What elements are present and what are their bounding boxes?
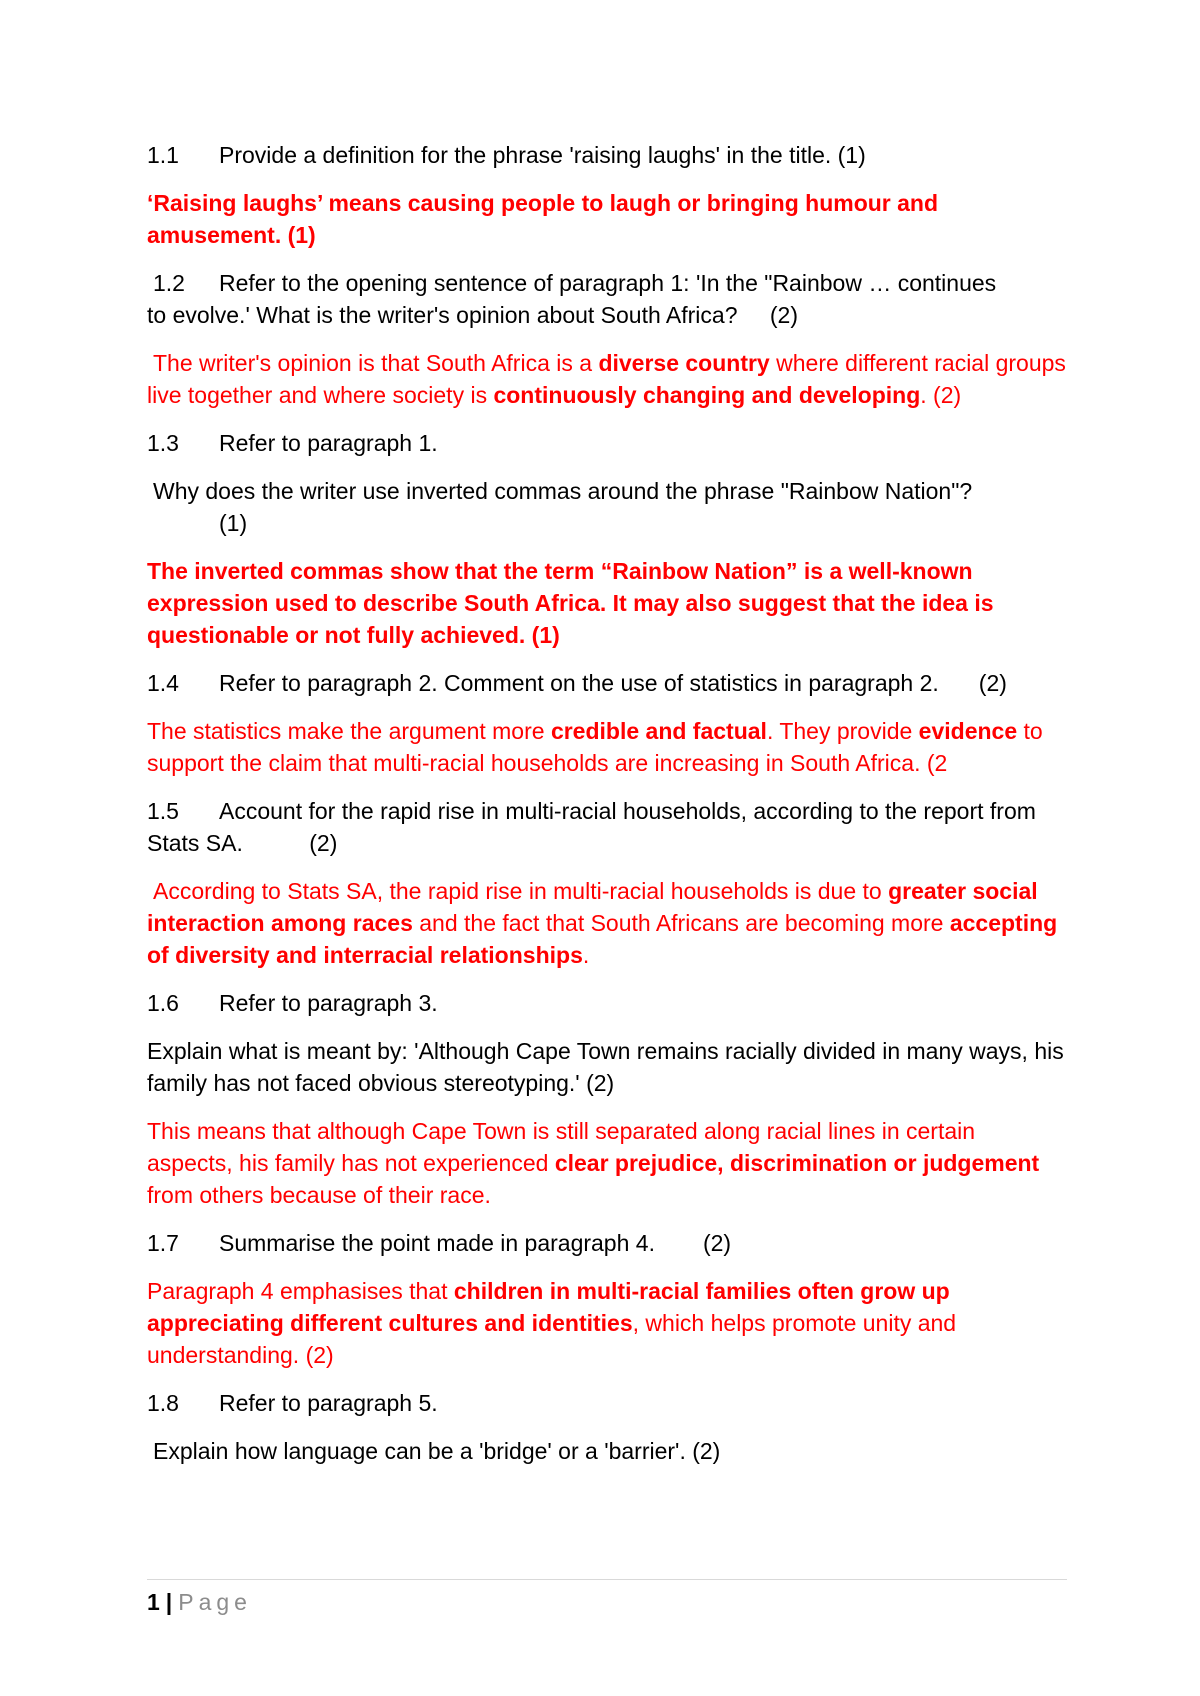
page-label: Page [178,1589,252,1615]
page-number-label [147,1587,252,1617]
answer-emphasis: clear prejudice, discrimination or judgement [554,1150,1040,1176]
answer-text: , which helps promote unity and understanding. (2) [147,1310,957,1368]
answer-1-1: ‘Raising laughs’ means causing people to laugh or bringing humour and amusement. (1) [147,190,939,248]
question-number: 1.4 [147,670,179,696]
page-number: 1 [147,1589,160,1615]
answer-text: and the fact that South Africans are becoming more [412,910,950,936]
question-text: Provide a definition for the phrase 'raising laughs' in the title. (1) [219,142,866,168]
answer-emphasis: accepting of diversity and interracial relationships [147,910,1058,968]
question-1-3-prompt [147,475,1067,539]
answer-emphasis: evidence [918,718,1018,744]
answer-text: According to Stats SA, the rapid rise in multi-racial households is due to [153,878,889,904]
answer-emphasis: children in multi-racial families often grow up appreciating different cultures and identities [147,1278,950,1336]
answer-text: to support the claim that multi-racial households are increasing in South Africa. (2 [147,718,1043,776]
answer-text: from others because of their race. [147,1182,491,1208]
question-subtext: Why does the writer use inverted commas around the phrase "Rainbow Nation"? [153,478,973,504]
question-1-1 [147,139,1067,171]
question-text: Account for the rapid rise in multi-racial households, according to the report from Stats SA. [147,798,1036,856]
answer-1-4 [147,715,1067,779]
answer-text: The statistics make the argument more [147,718,551,744]
question-number: 1.6 [147,990,179,1016]
question-number: 1.5 [147,798,179,824]
question-1-5 [147,795,1067,859]
document-body [147,139,1067,1483]
answer-emphasis: greater social interaction among races [147,878,1038,936]
question-text: Summarise the point made in paragraph 4. [219,1230,655,1256]
answer-emphasis: diverse country [598,350,770,376]
answer-emphasis: credible and factual [550,718,767,744]
question-1-6 [147,987,1067,1019]
answer-text: . They provide [766,718,919,744]
answer-1-5 [147,875,1067,971]
page-footer [147,1579,1067,1623]
question-1-8-prompt: Explain how language can be a 'bridge' or a 'barrier'. (2) [153,1438,721,1464]
question-points: (2) [702,1230,732,1256]
question-number: 1.1 [147,142,179,168]
question-number: 1.8 [147,1390,179,1416]
answer-text: where different racial groups live together and where society is [147,350,1066,408]
question-points: (2) [769,302,799,328]
answer-text: This means that although Cape Town is still separated along racial lines in certain aspects, his family has not experienced [147,1118,976,1176]
question-text: Refer to paragraph 2. Comment on the use of statistics in paragraph 2. [219,670,939,696]
answer-text: The writer's opinion is that South Africa is a [153,350,599,376]
answer-1-2 [147,347,1067,411]
question-text-line2: to evolve.' What is the writer's opinion about South Africa? [147,302,738,328]
answer-text: Paragraph 4 emphasises that [147,1278,454,1304]
question-points: (2) [309,830,338,856]
answer-text: . (2) [920,382,962,408]
question-text-line1: Refer to the opening sentence of paragraph 1: 'In the "Rainbow … continues [219,270,997,296]
answer-text: . [582,942,590,968]
answer-1-7 [147,1275,1067,1371]
question-1-7 [147,1227,1067,1259]
question-1-2 [147,267,1067,331]
question-1-6-prompt: Explain what is meant by: 'Although Cape Town remains racially divided in many ways, his family has not faced obvious stereotyping.' (2) [147,1038,1064,1096]
question-1-8 [147,1387,1067,1419]
footer-divider [147,1579,1067,1580]
question-text: Refer to paragraph 1. [219,430,438,456]
question-number: 1.2 [153,270,185,296]
question-number: 1.7 [147,1230,179,1256]
question-number: 1.3 [147,430,179,456]
answer-emphasis: continuously changing and developing [493,382,921,408]
question-1-4 [147,667,1067,699]
answer-1-6 [147,1115,1067,1211]
question-text: Refer to paragraph 3. [219,990,438,1016]
footer-separator: | [165,1589,173,1615]
question-1-3 [147,427,1067,459]
question-points: (2) [978,670,1007,696]
question-points: (1) [219,510,248,536]
question-text: Refer to paragraph 5. [219,1390,438,1416]
answer-1-3: The inverted commas show that the term “Rainbow Nation” is a well-known expression used to describe South Africa. It may also suggest that the idea is questionable or not fully achieved. (1) [147,558,994,648]
